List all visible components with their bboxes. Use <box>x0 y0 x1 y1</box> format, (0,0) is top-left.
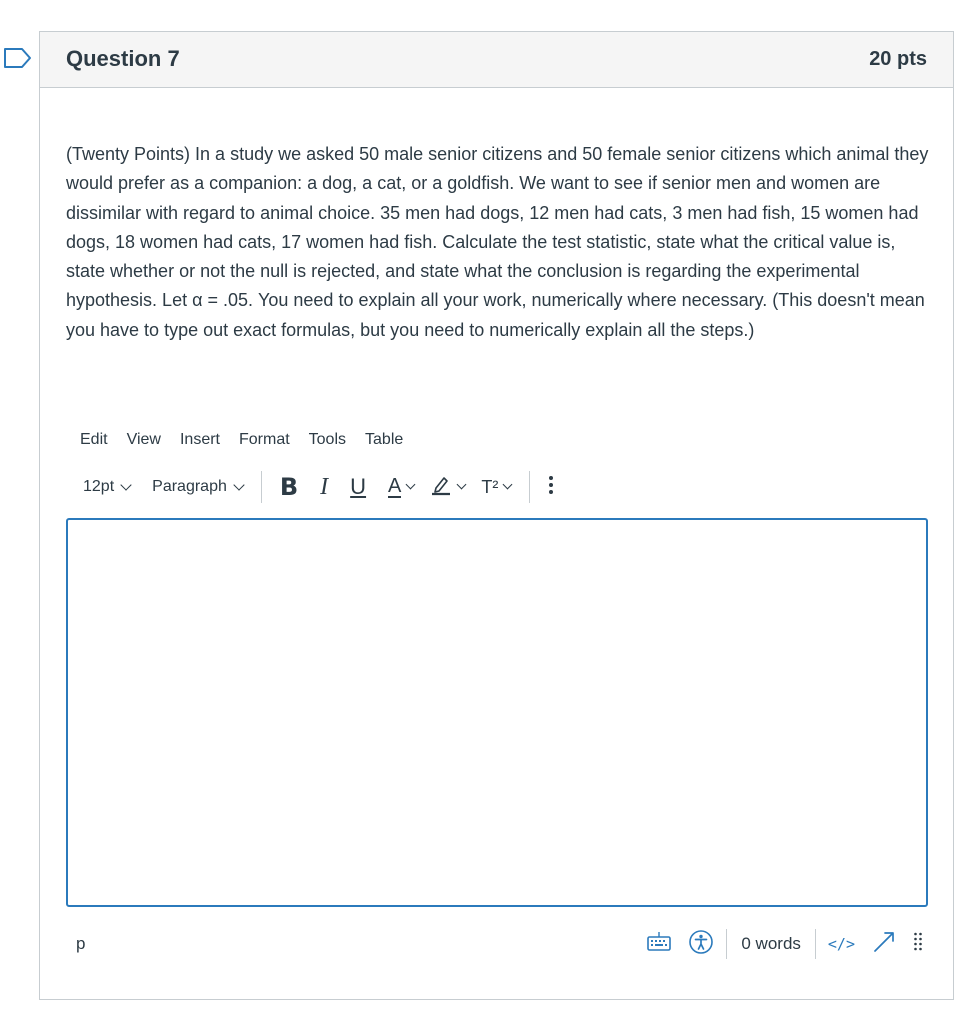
editor-statusbar <box>66 922 931 966</box>
question-header <box>40 32 953 88</box>
accessibility-icon <box>688 929 714 960</box>
menu-format[interactable]: Format <box>238 431 290 448</box>
keyboard-shortcuts-button[interactable] <box>638 928 680 960</box>
editor-menubar <box>80 431 422 449</box>
resize-handle[interactable] <box>905 928 931 960</box>
chevron-down-icon <box>120 479 131 490</box>
more-options-button[interactable] <box>540 470 562 504</box>
keyboard-icon <box>646 931 672 958</box>
element-path[interactable]: p <box>76 934 86 953</box>
underline-icon: U <box>350 474 367 499</box>
expand-icon <box>871 929 897 960</box>
block-format-value: Paragraph <box>152 478 227 495</box>
fullscreen-button[interactable] <box>863 928 905 960</box>
question-title: Question 7 <box>66 46 180 71</box>
flag-question-icon[interactable] <box>3 47 33 69</box>
question-card <box>39 31 954 1000</box>
chevron-down-icon <box>233 479 244 490</box>
font-size-select[interactable] <box>75 470 138 504</box>
menu-view[interactable]: View <box>126 431 161 448</box>
question-text: (Twenty Points) In a study we asked 50 male senior citizens and 50 female senior citizens which animal they would prefer as a companion: a dog, a cat, or a goldfish. We want to see if senior men and women are dissimilar with regard to animal choice. 35 men had dogs, 12 men had cats, 3 men had fish, 15 women had dogs, 18 women had cats, 17 women had fish. Calculate the test statistic, state what the critical value is, state whether or not the null is rejected, and state what the conclusion is regarding the experimental hypothesis. Let α = .05. You need to explain all your work, numerically where necessary. (This doesn't mean you have to type out exact formulas, but you need to numerically explain all the steps.) <box>66 144 929 340</box>
statusbar-divider <box>815 929 816 959</box>
italic-icon: I <box>320 473 329 500</box>
statusbar-divider <box>726 929 727 959</box>
menu-tools[interactable]: Tools <box>308 431 347 448</box>
menu-table[interactable]: Table <box>365 431 404 448</box>
text-color-button[interactable] <box>380 470 422 504</box>
answer-editor[interactable] <box>66 518 928 907</box>
font-size-value: 12pt <box>83 478 115 495</box>
question-points: 20 pts <box>869 48 927 70</box>
chevron-down-icon <box>406 480 416 490</box>
italic-button[interactable] <box>312 470 336 504</box>
menu-edit[interactable]: Edit <box>80 431 108 448</box>
highlighter-icon <box>430 474 452 501</box>
block-format-select[interactable] <box>144 470 251 504</box>
more-vertical-icon <box>548 474 554 501</box>
html-editor-toggle[interactable] <box>820 928 863 960</box>
menu-insert[interactable]: Insert <box>179 431 220 448</box>
chevron-down-icon <box>503 480 513 490</box>
superscript-icon: T² <box>481 476 499 497</box>
text-color-icon: A <box>388 475 402 497</box>
accessibility-checker-button[interactable] <box>680 928 722 960</box>
toolbar-divider <box>261 471 262 503</box>
bold-icon: B <box>279 473 299 501</box>
highlight-color-button[interactable] <box>422 470 473 504</box>
bold-button[interactable] <box>272 470 306 504</box>
word-count[interactable]: 0 words <box>741 934 801 953</box>
editor-toolbar <box>75 465 935 509</box>
superscript-button[interactable] <box>473 470 519 504</box>
drag-handle-icon <box>913 931 923 958</box>
code-icon: </> <box>827 935 855 953</box>
toolbar-divider <box>529 471 530 503</box>
underline-button[interactable] <box>342 470 374 504</box>
chevron-down-icon <box>457 480 467 490</box>
